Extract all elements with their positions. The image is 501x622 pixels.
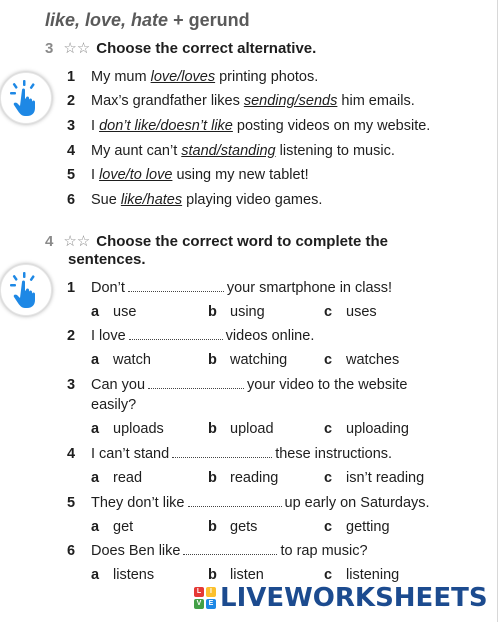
option-letter: b xyxy=(208,304,217,320)
option-word: listens xyxy=(113,567,155,583)
item-text-after: posting videos on my website. xyxy=(232,118,431,134)
alternative-choice[interactable]: don’t like/doesn’t like xyxy=(99,118,233,134)
ex3-item xyxy=(67,141,395,161)
option-letter: a xyxy=(91,470,100,486)
item-text-after: playing video games. xyxy=(182,192,323,208)
difficulty-stars-icon: ☆☆ xyxy=(63,40,91,57)
item-text-after: him emails. xyxy=(337,93,415,109)
option-word: reading xyxy=(230,470,279,486)
option-letter: a xyxy=(91,304,100,320)
option-a[interactable] xyxy=(91,517,133,537)
option-b[interactable] xyxy=(208,468,278,488)
option-a[interactable] xyxy=(91,419,164,439)
option-a[interactable] xyxy=(91,468,142,488)
item-text-before: I love xyxy=(91,328,126,344)
option-word: get xyxy=(113,519,134,535)
alternative-choice[interactable]: sending/sends xyxy=(243,93,338,109)
option-word: getting xyxy=(346,519,390,535)
ex4-question xyxy=(67,493,430,513)
item-text-before: Does Ben like xyxy=(91,543,181,559)
page-title: like, love, hate + gerund xyxy=(45,10,250,30)
option-b[interactable] xyxy=(208,517,257,537)
item-text-before: Max’s grandfather likes xyxy=(91,93,244,109)
option-word: uploading xyxy=(346,421,409,437)
answer-blank[interactable] xyxy=(128,279,224,292)
item-text-continuation: easily? xyxy=(91,397,137,413)
option-a[interactable] xyxy=(91,565,154,585)
item-text-before: I xyxy=(91,118,100,134)
option-word: listen xyxy=(230,567,264,583)
item-number: 5 xyxy=(67,167,76,183)
option-word: uploads xyxy=(113,421,164,437)
item-text-before: I can’t stand xyxy=(91,446,170,462)
option-b[interactable] xyxy=(208,350,287,370)
ex4-question xyxy=(67,444,392,464)
item-text-before: My mum xyxy=(91,69,151,85)
tap-hand-button-ex4[interactable] xyxy=(0,264,52,316)
item-number: 5 xyxy=(67,495,76,511)
item-text-after: videos online. xyxy=(225,328,315,344)
option-word: read xyxy=(113,470,143,486)
option-letter: c xyxy=(324,519,333,535)
option-a[interactable] xyxy=(91,350,151,370)
tap-hand-button-ex3[interactable] xyxy=(0,72,52,124)
option-letter: b xyxy=(208,519,217,535)
logo-mark-icon: L I V E xyxy=(194,587,216,609)
option-letter: b xyxy=(208,567,217,583)
ex4-question xyxy=(67,375,407,415)
liveworksheets-logo: L I V E LIVEWORKSHEETS xyxy=(194,580,488,616)
item-text-before: Don’t xyxy=(91,280,125,296)
option-b[interactable] xyxy=(208,419,274,439)
option-word: uses xyxy=(346,304,377,320)
option-letter: c xyxy=(324,304,333,320)
option-b[interactable] xyxy=(208,302,265,322)
tap-hand-icon xyxy=(5,269,47,311)
option-letter: a xyxy=(91,352,100,368)
ex3-item xyxy=(67,165,309,185)
item-text-after: listening to music. xyxy=(275,143,395,159)
option-c[interactable] xyxy=(324,350,399,370)
ex3-item xyxy=(67,116,430,136)
answer-blank[interactable] xyxy=(188,494,282,507)
option-letter: b xyxy=(208,421,217,437)
option-word: isn’t reading xyxy=(346,470,425,486)
item-text-after: using my new tablet! xyxy=(172,167,309,183)
item-text-after: your video to the website xyxy=(247,377,408,393)
option-a[interactable] xyxy=(91,302,136,322)
option-word: watching xyxy=(230,352,288,368)
option-letter: c xyxy=(324,352,333,368)
item-number: 2 xyxy=(67,93,76,109)
item-number: 3 xyxy=(67,377,76,393)
option-letter: a xyxy=(91,567,100,583)
answer-blank[interactable] xyxy=(148,376,244,389)
exercise-4-heading: 4 ☆☆ Choose the correct word to complete the sentences. xyxy=(45,233,388,268)
exercise-3-heading: 3 ☆☆ Choose the correct alternative. xyxy=(45,40,317,57)
item-text-after: printing photos. xyxy=(215,69,319,85)
option-c[interactable] xyxy=(324,419,409,439)
item-text-before: Sue xyxy=(91,192,121,208)
item-text-after: up early on Saturdays. xyxy=(284,495,430,511)
option-c[interactable] xyxy=(324,517,390,537)
item-text-before: Can you xyxy=(91,377,146,393)
option-letter: b xyxy=(208,470,217,486)
item-number: 4 xyxy=(67,446,76,462)
item-number: 4 xyxy=(67,143,76,159)
item-text-after: your smartphone in class! xyxy=(226,280,393,296)
ex3-item xyxy=(67,67,318,87)
tap-hand-icon xyxy=(5,77,47,119)
item-text-after: to rap music? xyxy=(280,543,368,559)
option-letter: c xyxy=(324,421,333,437)
option-word: listening xyxy=(346,567,400,583)
option-c[interactable] xyxy=(324,302,377,322)
item-text-after: these instructions. xyxy=(275,446,393,462)
answer-blank[interactable] xyxy=(183,542,277,555)
option-letter: c xyxy=(324,470,333,486)
answer-blank[interactable] xyxy=(172,445,272,458)
option-word: upload xyxy=(230,421,274,437)
ex3-item xyxy=(67,190,322,210)
option-word: watch xyxy=(113,352,151,368)
option-word: watches xyxy=(346,352,400,368)
option-letter: b xyxy=(208,352,217,368)
answer-blank[interactable] xyxy=(129,327,223,340)
option-c[interactable] xyxy=(324,468,424,488)
item-text-before: My aunt can’t xyxy=(91,143,182,159)
alternative-choice[interactable]: love/loves xyxy=(150,69,216,85)
option-word: gets xyxy=(230,519,258,535)
alternative-choice[interactable]: stand/standing xyxy=(181,143,276,159)
item-number: 2 xyxy=(67,328,76,344)
item-number: 1 xyxy=(67,280,76,296)
alternative-choice[interactable]: love/to love xyxy=(99,167,173,183)
ex4-question xyxy=(67,541,368,561)
ex4-question xyxy=(67,326,314,346)
option-word: use xyxy=(113,304,137,320)
item-text-before: I xyxy=(91,167,100,183)
item-text-before: They don’t like xyxy=(91,495,185,511)
item-number: 1 xyxy=(67,69,76,85)
ex3-item xyxy=(67,91,415,111)
item-number: 6 xyxy=(67,192,76,208)
alternative-choice[interactable]: like/hates xyxy=(120,192,183,208)
option-letter: a xyxy=(91,421,100,437)
option-letter: a xyxy=(91,519,100,535)
page-edge-line xyxy=(497,0,498,622)
difficulty-stars-icon: ☆☆ xyxy=(63,233,91,250)
ex4-question xyxy=(67,278,392,298)
option-letter: c xyxy=(324,567,333,583)
item-number: 6 xyxy=(67,543,76,559)
option-word: using xyxy=(230,304,265,320)
item-number: 3 xyxy=(67,118,76,134)
